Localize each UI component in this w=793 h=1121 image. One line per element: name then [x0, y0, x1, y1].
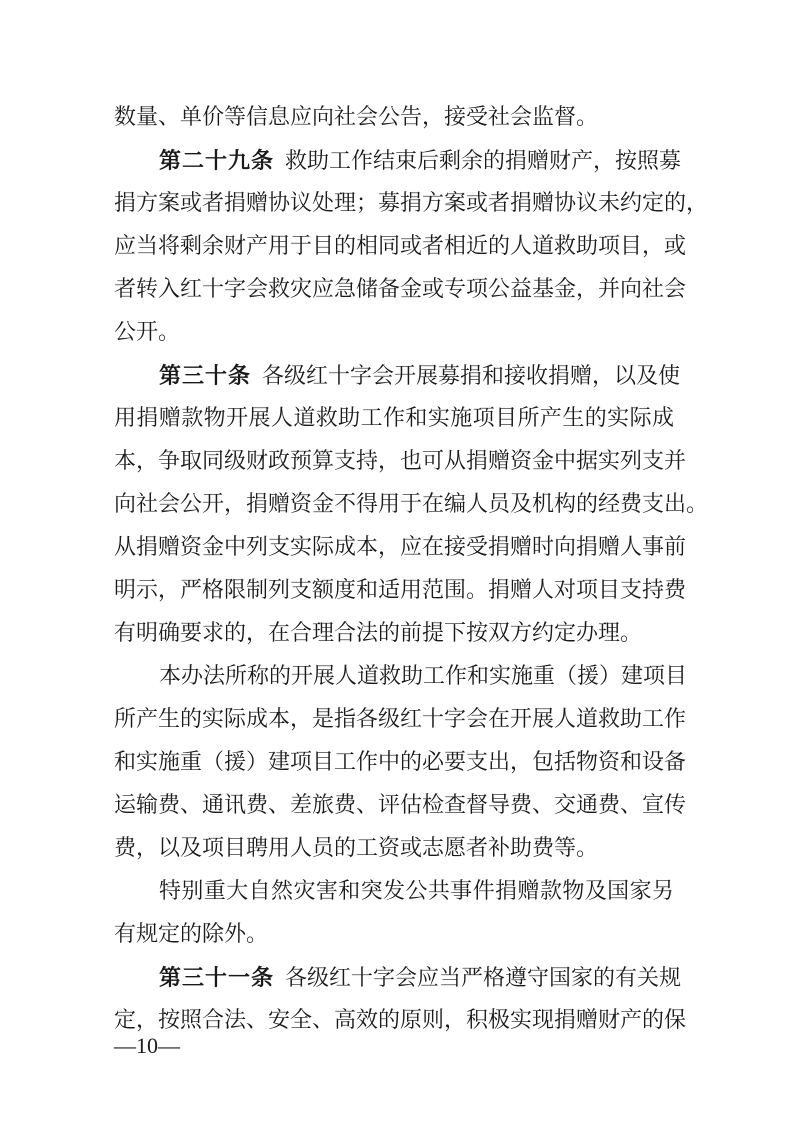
page-number: —10—: [114, 1033, 180, 1058]
text-line: 和实施重（援）建项目工作中的必要支出，包括物资和设备: [114, 750, 687, 775]
text-line: 公开。: [114, 320, 181, 345]
article-text: 各级红十字会应当严格遵守国家的有关规: [285, 966, 682, 991]
text-line: 特别重大自然灾害和突发公共事件捐赠款物及国家另: [159, 879, 674, 904]
text-line: 者转入红十字会救灾应急储备金或专项公益基金，并向社会: [114, 277, 687, 302]
article-heading: 第三十一条: [159, 965, 275, 991]
article-first-line: [159, 356, 681, 396]
text-line: 向社会公开，捐赠资金不得用于在编人员及机构的经费支出。: [114, 492, 709, 517]
text-line: 捐方案或者捐赠协议处理；募捐方案或者捐赠协议未约定的，: [114, 191, 709, 216]
article-text: 各级红十字会开展募捐和接收捐赠，以及使: [262, 364, 681, 389]
article-heading: 第三十条: [159, 363, 252, 389]
text-line: 有明确要求的，在合理合法的前提下按双方约定办理。: [114, 621, 643, 646]
article-text: 救助工作结束后剩余的捐赠财产，按照募: [285, 149, 682, 174]
text-line: 费，以及项目聘用人员的工资或志愿者补助费等。: [114, 836, 599, 861]
text-line: 本办法所称的开展人道救助工作和实施重（援）建项目: [159, 664, 688, 689]
article-first-line: [159, 141, 682, 181]
text-line: 数量、单价等信息应向社会公告，接受社会监督。: [114, 105, 599, 130]
article-first-line: [159, 958, 682, 998]
text-line: 本，争取同级财政预算支持，也可从捐赠资金中据实列支并: [114, 449, 687, 474]
article-heading: 第二十九条: [159, 148, 275, 174]
text-line: 运输费、通讯费、差旅费、评估检查督导费、交通费、宣传: [114, 793, 687, 818]
text-line: 所产生的实际成本，是指各级红十字会在开展人道救助工作: [114, 707, 687, 732]
text-line: 有规定的除外。: [114, 922, 269, 947]
text-line: 用捐赠款物开展人道救助工作和实施项目所产生的实际成: [114, 406, 674, 431]
text-line: 明示，严格限制列支额度和适用范围。捐赠人对项目支持费: [114, 578, 687, 603]
text-line: 从捐赠资金中列支实际成本，应在接受捐赠时向捐赠人事前: [114, 535, 687, 560]
text-line: 定，按照合法、安全、高效的原则，积极实现捐赠财产的保: [114, 1008, 687, 1033]
text-line: 应当将剩余财产用于目的相同或者相近的人道救助项目，或: [114, 234, 687, 259]
